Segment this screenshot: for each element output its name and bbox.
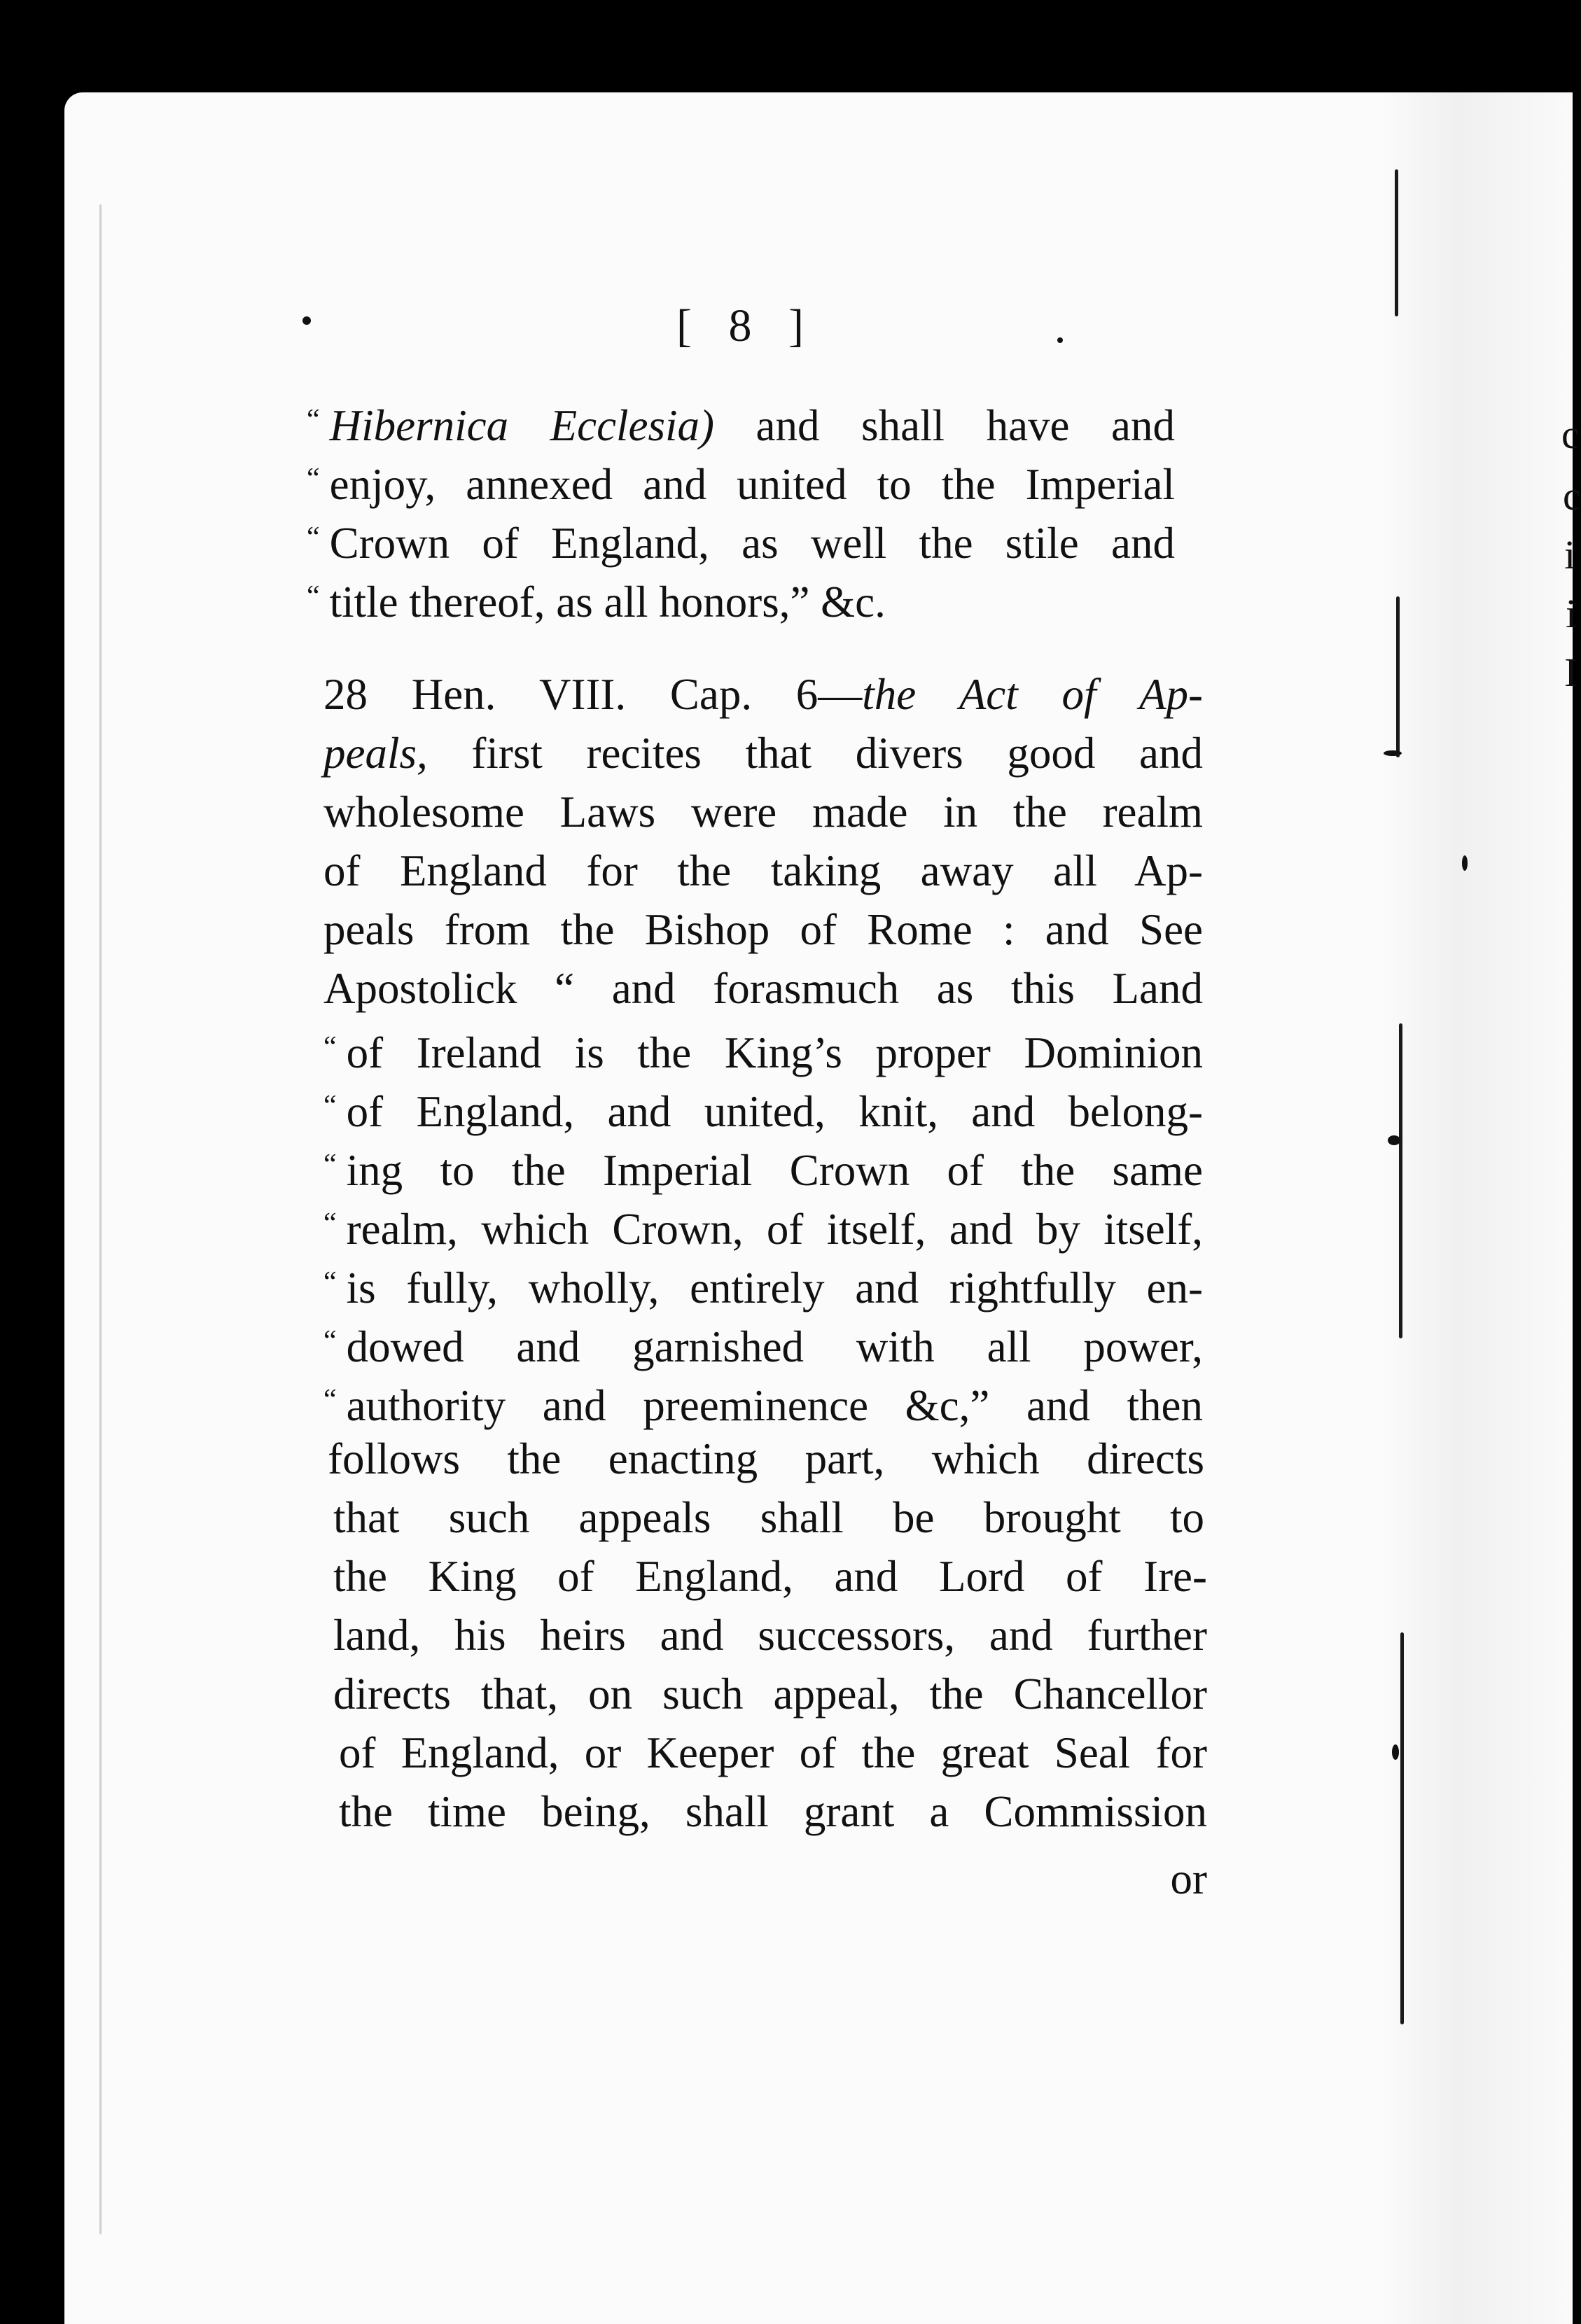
italic-text: the Act of Ap-	[862, 670, 1203, 719]
quotation-mark: “	[307, 580, 320, 612]
text-line	[323, 724, 1203, 783]
text-line	[307, 508, 1175, 573]
text-line	[328, 1429, 1204, 1488]
text-segment: realm, which Crown, of itself, and by itself,	[346, 1205, 1203, 1254]
text-line	[307, 449, 1175, 514]
text-line	[323, 1018, 1203, 1082]
page-edge-mark	[1396, 596, 1400, 757]
text-line	[333, 1606, 1207, 1665]
text-line	[323, 841, 1203, 900]
text-segment: of Ireland is the King’s proper Dominion	[346, 1028, 1203, 1077]
text-segment: and shall have and	[714, 401, 1175, 450]
text-line	[323, 1253, 1203, 1317]
text-segment: or	[1170, 1854, 1207, 1903]
italic-text: peals,	[323, 729, 428, 778]
ink-speck	[1388, 1135, 1400, 1145]
text-line	[323, 900, 1203, 959]
quotation-mark: “	[323, 1031, 337, 1063]
page-gutter	[1381, 92, 1576, 2324]
ink-speck	[302, 316, 311, 325]
text-line	[323, 1371, 1203, 1435]
text-segment: title thereof, as all honors,” &c.	[329, 578, 886, 626]
text-line	[333, 1547, 1207, 1606]
page-edge-mark	[1399, 1023, 1402, 1338]
facing-page-fragment: I	[1564, 650, 1578, 695]
text-line	[307, 567, 1175, 631]
text-segment: that such appeals shall be brought to	[333, 1493, 1204, 1542]
text-line	[333, 1665, 1207, 1723]
text-segment: first recites that divers good and	[427, 729, 1203, 778]
text-line	[323, 1312, 1203, 1376]
text-line	[323, 1194, 1203, 1259]
text-line	[323, 783, 1203, 841]
facing-page-fragment: c	[1561, 412, 1580, 457]
page-edge-mark	[1395, 169, 1398, 316]
italic-text: Hibernica Ecclesia)	[329, 401, 715, 450]
text-line	[339, 1723, 1207, 1782]
text-segment: of England, and united, knit, and belong-	[346, 1087, 1203, 1136]
text-segment: wholesome Laws were made in the realm	[323, 788, 1203, 836]
quotation-mark: “	[323, 1149, 337, 1181]
text-segment: the King of England, and Lord of Ire-	[333, 1552, 1207, 1601]
text-segment: Apostolick “ and forasmuch as this Land	[323, 964, 1203, 1013]
text-segment: directs that, on such appeal, the Chancellor	[333, 1670, 1207, 1718]
catchword	[339, 1849, 1207, 1908]
text-segment: peals from the Bishop of Rome : and See	[323, 905, 1203, 954]
quotation-mark: “	[307, 522, 320, 554]
page-edge-mark	[1400, 1632, 1404, 2024]
text-segment: 28 Hen. VIII. Cap. 6—	[323, 670, 863, 719]
text-line	[323, 665, 1203, 724]
ink-speck	[1462, 855, 1468, 871]
ink-speck	[1057, 337, 1063, 343]
quotation-mark: “	[323, 1208, 337, 1240]
text-line	[339, 1782, 1207, 1841]
text-line	[333, 1488, 1204, 1547]
text-segment: is fully, wholly, entirely and rightfully en-	[346, 1264, 1203, 1312]
quotation-mark: “	[307, 404, 320, 436]
text-segment: of England for the taking away all Ap-	[323, 846, 1203, 895]
text-segment: authority and preeminence &c,” and then	[346, 1381, 1203, 1430]
text-segment: enjoy, annexed and united to the Imperial	[329, 460, 1175, 509]
text-segment: land, his heirs and successors, and further	[333, 1611, 1207, 1660]
text-line	[323, 1077, 1203, 1141]
page-number: [ 8 ]	[676, 300, 816, 351]
quotation-mark: “	[323, 1090, 337, 1122]
quotation-mark: “	[323, 1266, 337, 1298]
text-line	[307, 391, 1175, 455]
quotation-mark: “	[323, 1384, 337, 1416]
ink-speck	[1392, 1744, 1399, 1760]
text-line	[323, 1135, 1203, 1200]
text-segment: dowed and garnished with all power,	[346, 1322, 1203, 1371]
facing-page-fragment: c	[1563, 473, 1581, 519]
text-segment: Crown of England, as well the stile and	[329, 519, 1175, 568]
text-line	[323, 959, 1203, 1018]
page-edge-mark	[99, 204, 102, 2234]
ink-speck	[1384, 750, 1402, 756]
quotation-mark: “	[323, 1325, 337, 1357]
text-segment: follows the enacting part, which directs	[328, 1434, 1204, 1483]
text-segment: ing to the Imperial Crown of the same	[346, 1146, 1203, 1195]
text-segment: of England, or Keeper of the great Seal for	[339, 1728, 1207, 1777]
text-segment: the time being, shall grant a Commission	[339, 1787, 1207, 1836]
facing-page-fragment: i	[1564, 532, 1576, 578]
facing-page-fragment: i	[1566, 591, 1577, 636]
quotation-mark: “	[307, 463, 320, 495]
